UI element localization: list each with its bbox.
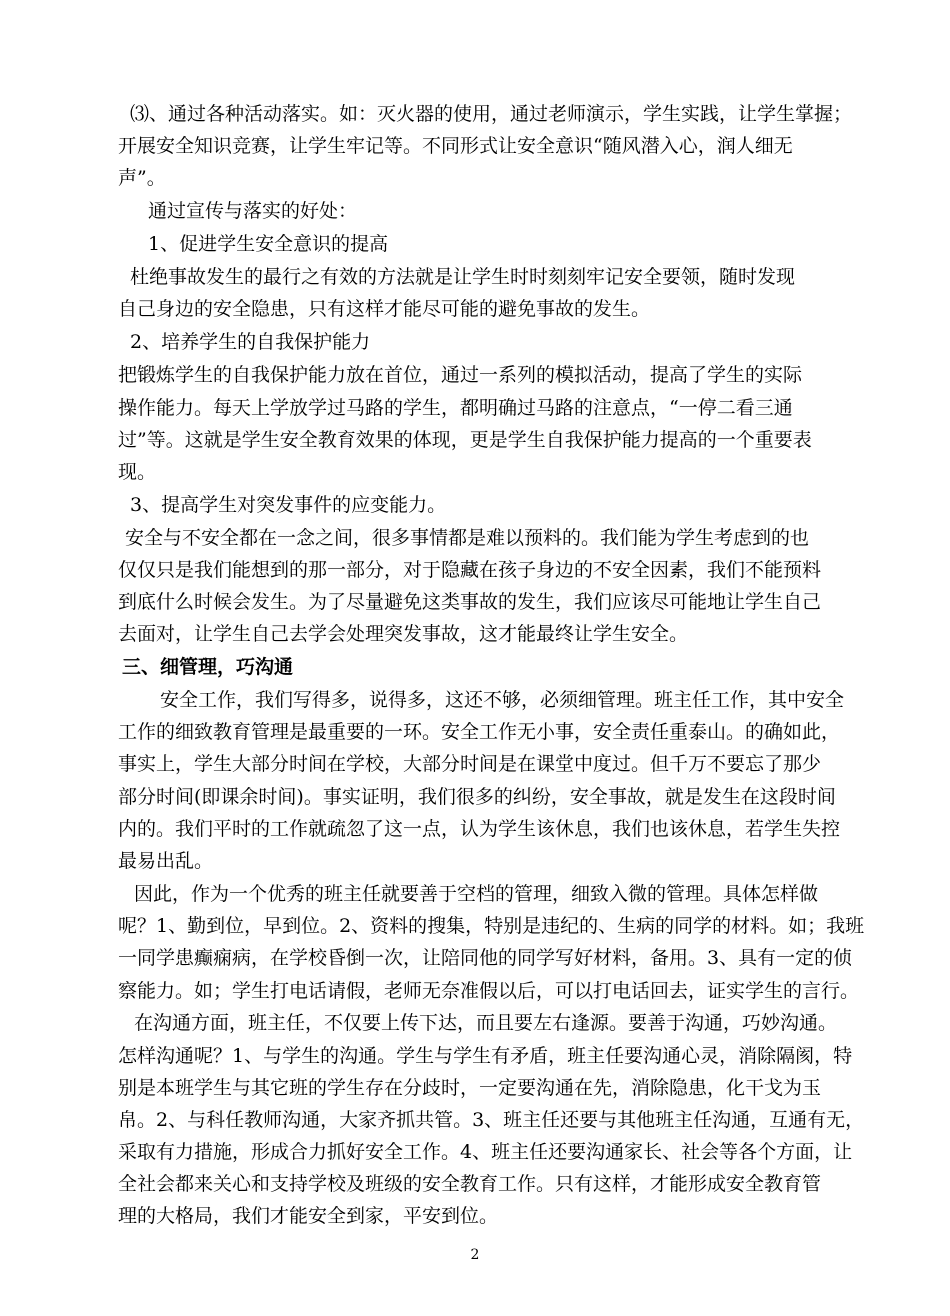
paragraph-line: 把锻炼学生的自我保护能力放在首位，通过一系列的模拟活动，提高了学生的实际	[118, 364, 803, 386]
subheading-line: 1、促进学生安全意识的提高	[148, 233, 389, 255]
paragraph-line: ⑶、通过各种活动落实。如：灭火器的使用，通过老师演示，学生实践，让学生掌握；	[130, 103, 853, 125]
paragraph-line: 察能力。如；学生打电话请假，老师无奈准假以后，可以打电话回去，证实学生的言行。	[118, 980, 860, 1002]
paragraph-line: 声”。	[118, 167, 166, 189]
paragraph-line: 一同学患癫痫病，在学校昏倒一次，让陪同他的同学写好材料，备用。3、具有一定的侦	[118, 947, 853, 969]
paragraph-line: 采取有力措施，形成合力抓好安全工作。4、班主任还要沟通家长、社会等各个方面，让	[118, 1141, 853, 1163]
paragraph-line: 开展安全知识竞赛，让学生牢记等。不同形式让安全意识“随风潜入心，润人细无	[118, 135, 793, 157]
paragraph-line: 理的大格局，我们才能安全到家，平安到位。	[118, 1205, 499, 1227]
paragraph-line: 内的。我们平时的工作就疏忽了这一点，认为学生该休息，我们也该休息，若学生失控	[118, 818, 841, 840]
paragraph-line: 呢？1、勤到位，早到位。2、资料的搜集，特别是违纪的、生病的同学的材料。如；我班	[118, 915, 865, 937]
page-number: 2	[470, 1247, 480, 1263]
section-heading: 三、细管理，巧沟通	[122, 656, 294, 678]
paragraph-line: 全社会都来关心和支持学校及班级的安全教育工作。只有这样，才能形成安全教育管	[118, 1173, 822, 1195]
paragraph-line: 工作的细致教育管理是最重要的一环。安全工作无小事，安全责任重泰山。的确如此，	[118, 721, 841, 743]
paragraph-line: 因此，作为一个优秀的班主任就要善于空档的管理，细致入微的管理。具体怎样做	[134, 883, 819, 905]
paragraph-line: 通过宣传与落实的好处：	[148, 200, 358, 222]
paragraph-line: 现。	[118, 461, 157, 483]
subheading-line: 2、培养学生的自我保护能力	[130, 331, 371, 353]
paragraph-line: 操作能力。每天上学放学过马路的学生，都明确过马路的注意点，“一停二看三通	[118, 397, 793, 419]
subheading-line: 3、提高学生对突发事件的应变能力。	[130, 494, 447, 516]
paragraph-line: 安全工作，我们写得多，说得多，这还不够，必须细管理。班主任工作，其中安全	[160, 689, 845, 711]
paragraph-line: 怎样沟通呢？1、与学生的沟通。学生与学生有矛盾，班主任要沟通心灵，消除隔阂，特	[118, 1045, 853, 1067]
paragraph-line: 杜绝事故发生的最行之有效的方法就是让学生时时刻刻牢记安全要领，随时发现	[130, 266, 796, 288]
paragraph-line: 自己身边的安全隐患，只有这样才能尽可能的避免事故的发生。	[118, 298, 651, 320]
paragraph-line: 别是本班学生与其它班的学生存在分歧时，一定要沟通在先，消除隐患，化干戈为玉	[118, 1077, 822, 1099]
paragraph-line: 事实上，学生大部分时间在学校，大部分时间是在课堂中度过。但千万不要忘了那少	[118, 753, 822, 775]
paragraph-line: 在沟通方面，班主任，不仅要上传下达，而且要左右逢源。要善于沟通，巧妙沟通。	[134, 1012, 838, 1034]
paragraph-line: 到底什么时候会发生。为了尽量避免这类事故的发生，我们应该尽可能地让学生自己	[118, 591, 822, 613]
paragraph-line: 安全与不安全都在一念之间，很多事情都是难以预料的。我们能为学生考虑到的也	[125, 527, 810, 549]
paragraph-line: 帛。2、与科任教师沟通，大家齐抓共管。3、班主任还要与其他班主任沟通，互通有无，	[118, 1109, 865, 1131]
paragraph-line: 仅仅只是我们能想到的那一部分，对于隐藏在孩子身边的不安全因素，我们不能预料	[118, 559, 822, 581]
paragraph-line: 去面对，让学生自己去学会处理突发事故，这才能最终让学生安全。	[118, 623, 689, 645]
paragraph-line: 过”等。这就是学生安全教育效果的体现，更是学生自我保护能力提高的一个重要表	[118, 429, 812, 451]
paragraph-line: 最易出乱。	[118, 850, 214, 872]
paragraph-line: 部分时间(即课余时间)。事实证明，我们很多的纠纷，安全事故，就是发生在这段时间	[118, 786, 836, 808]
